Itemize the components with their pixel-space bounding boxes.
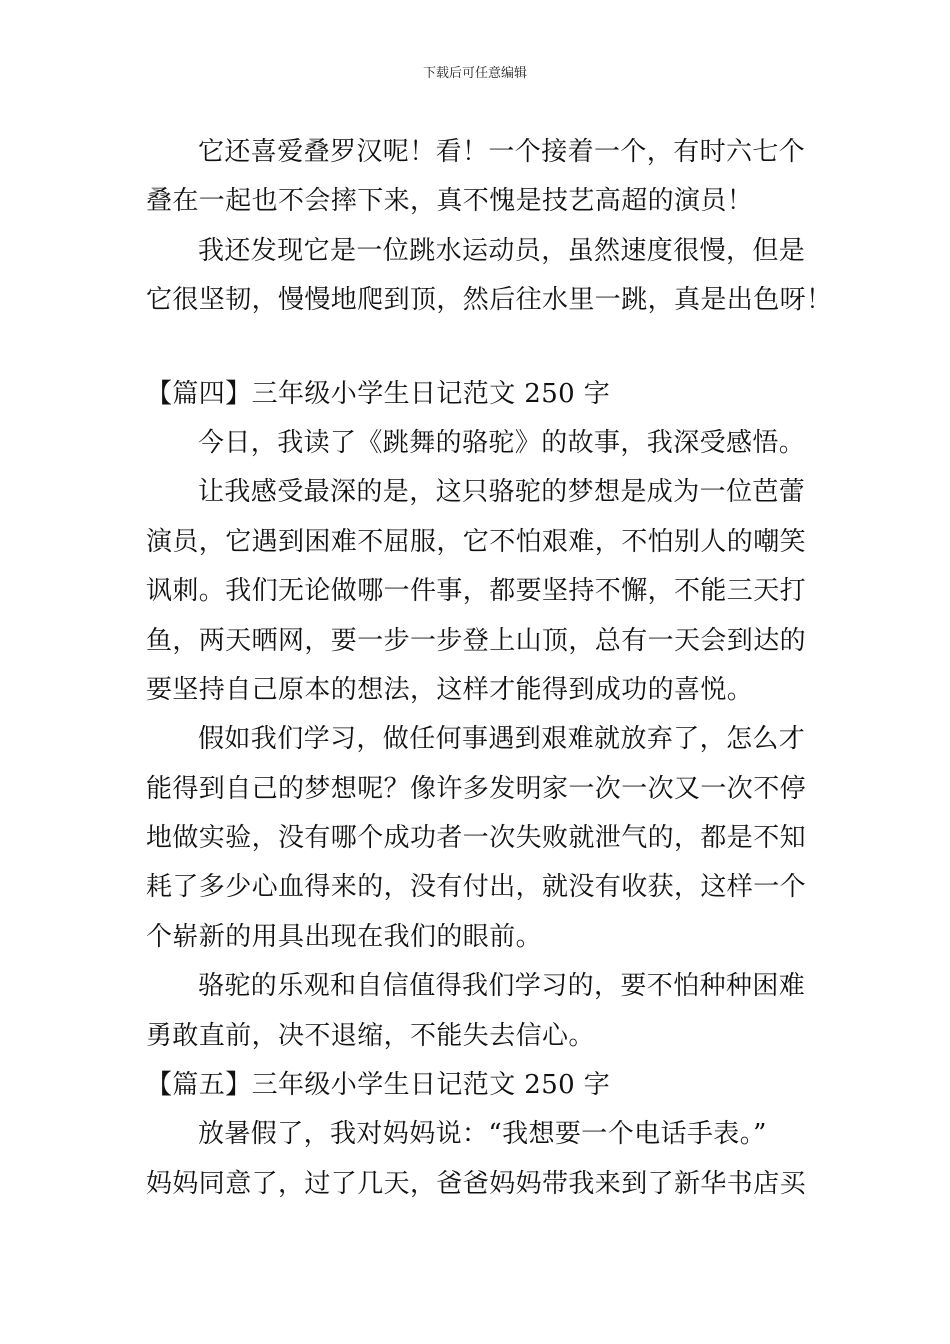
paragraph-line: 它还喜爱叠罗汉呢！看！一个接着一个，有时六七个 (198, 137, 806, 167)
paragraph-line: 要坚持自己原本的想法，这样才能得到成功的喜悦。 (146, 674, 754, 705)
paragraph-line: 我还发现它是一位跳水运动员，虽然速度很慢，但是 (198, 235, 806, 266)
page-header: 下载后可任意编辑 (422, 66, 527, 81)
paragraph-line: 叠在一起也不会摔下来，真不愧是技艺高超的演员！ (146, 186, 754, 217)
paragraph-line: 假如我们学习，做任何事遇到艰难就放弃了，怎么才 (198, 724, 806, 755)
paragraph-line: 它很坚韧，慢慢地爬到顶，然后往水里一跳，真是出色呀！ (146, 285, 833, 316)
paragraph-line: 今日，我读了《跳舞的骆驼》的故事，我深受感悟。 (198, 427, 806, 458)
document-body (146, 128, 833, 1209)
paragraph-line: 能得到自己的梦想呢？像许多发明家一次一次又一次不停 (146, 773, 807, 804)
section-heading: 【篇四】三年级小学生日记范文 250 字 (146, 378, 611, 409)
paragraph-line: 骆驼的乐观和自信值得我们学习的，要不怕种种困难 (198, 971, 806, 1002)
paragraph-line: 让我感受最深的是，这只骆驼的梦想是成为一位芭蕾 (198, 477, 806, 508)
section-heading: 【篇五】三年级小学生日记范文 250 字 (146, 1070, 611, 1101)
paragraph-line: 演员，它遇到困难不屈服，它不怕艰难，不怕别人的嘲笑 (146, 526, 807, 557)
paragraph-line: 放暑假了，我对妈妈说：“我想要一个电话手表。” (198, 1119, 767, 1150)
paragraph-line: 鱼，两天晒网，要一步一步登上山顶，总有一天会到达的 (146, 625, 807, 656)
section-gap (146, 326, 810, 370)
paragraph-line: 勇敢直前，决不退缩，不能失去信心。 (146, 1020, 595, 1051)
paragraph-line: 个崭新的用具出现在我们的眼前。 (146, 921, 543, 952)
paragraph-line: 讽刺。我们无论做哪一件事，都要坚持不懈，不能三天打 (146, 576, 807, 607)
paragraph-line: 妈妈同意了，过了几天，爸爸妈妈带我来到了新华书店买 (146, 1168, 807, 1199)
paragraph-line: 耗了多少心血得来的，没有付出，就没有收获，这样一个 (146, 872, 807, 903)
paragraph-line: 地做实验，没有哪个成功者一次失败就泄气的，都是不知 (146, 823, 807, 854)
